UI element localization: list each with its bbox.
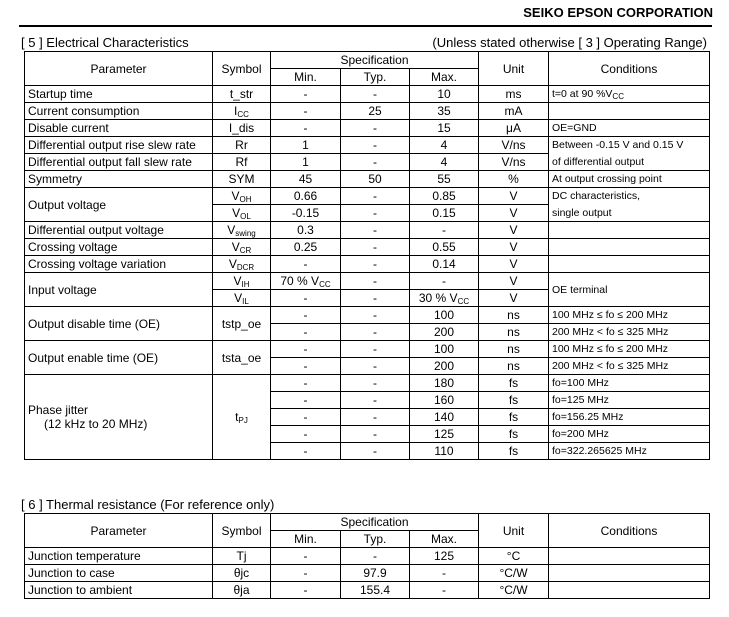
header-typ: Typ. [341, 531, 410, 548]
header-specification: Specification [271, 52, 479, 69]
typ: - [341, 358, 410, 375]
section5-title: [ 5 ] Electrical Characteristics [21, 35, 189, 50]
condition: OE terminal [549, 273, 710, 307]
min: - [271, 103, 341, 120]
symbol: Rr [213, 137, 271, 154]
electrical-characteristics-table [24, 51, 710, 460]
symbol: Rf [213, 154, 271, 171]
symbol: $I_{CC}$ [213, 103, 271, 120]
max: - [410, 582, 479, 599]
min: 70 % $V_{CC}$ [271, 273, 341, 290]
min: 45 [271, 171, 341, 188]
min: - [271, 409, 341, 426]
max: - [410, 565, 479, 582]
condition: fo=100 MHz [549, 375, 710, 392]
table-row [25, 375, 710, 392]
param: Symmetry [25, 171, 213, 188]
condition [549, 222, 710, 239]
min: - [271, 565, 341, 582]
unit: mA [479, 103, 549, 120]
unit: fs [479, 375, 549, 392]
table-row [25, 120, 710, 137]
typ: - [341, 205, 410, 222]
header-conditions: Conditions [549, 52, 710, 86]
min: - [271, 582, 341, 599]
unit: °C [479, 548, 549, 565]
condition [549, 239, 710, 256]
symbol: $t_{PJ}$ [213, 375, 271, 460]
header-parameter: Parameter [25, 52, 213, 86]
typ: - [341, 341, 410, 358]
table-row [25, 137, 710, 154]
header-specification: Specification [271, 514, 479, 531]
unit: fs [479, 426, 549, 443]
typ: - [341, 426, 410, 443]
param: Output disable time (OE) [25, 307, 213, 341]
symbol: θja [213, 582, 271, 599]
symbol: tstp_oe [213, 307, 271, 341]
min: - [271, 341, 341, 358]
table-row [25, 171, 710, 188]
max: 110 [410, 443, 479, 460]
unit: V [479, 239, 549, 256]
header-symbol: Symbol [213, 514, 271, 548]
table-row [25, 188, 710, 205]
param: Current consumption [25, 103, 213, 120]
company-name: SEIKO EPSON CORPORATION [523, 5, 713, 20]
condition [549, 565, 710, 582]
max: 200 [410, 358, 479, 375]
table-row [25, 582, 710, 599]
typ: - [341, 392, 410, 409]
typ: - [341, 375, 410, 392]
param: Junction to case [25, 565, 213, 582]
typ: - [341, 443, 410, 460]
param-line: (12 kHz to 20 MHz) [44, 417, 148, 431]
max: 4 [410, 154, 479, 171]
typ: 155.4 [341, 582, 410, 599]
symbol: $V_{swing}$ [213, 222, 271, 239]
unit: ns [479, 358, 549, 375]
condition: fo=125 MHz [549, 392, 710, 409]
condition: t=0 at 90 $\%V_{CC}$ [549, 86, 710, 103]
param: Junction to ambient [25, 582, 213, 599]
unit: V [479, 256, 549, 273]
condition: fo=322.265625 MHz [549, 443, 710, 460]
param-line: Phase jitter [28, 403, 89, 417]
header-min: Min. [271, 69, 341, 86]
condition: fo=200 MHz [549, 426, 710, 443]
max: 55 [410, 171, 479, 188]
condition [549, 548, 710, 565]
min: - [271, 290, 341, 307]
max: 180 [410, 375, 479, 392]
typ: - [341, 188, 410, 205]
min: - [271, 392, 341, 409]
unit: ns [479, 307, 549, 324]
max: - [410, 222, 479, 239]
min: 1 [271, 154, 341, 171]
max: 100 [410, 341, 479, 358]
max: 100 [410, 307, 479, 324]
table-row [25, 222, 710, 239]
unit: V/ns [479, 154, 549, 171]
max: - [410, 273, 479, 290]
max: 0.55 [410, 239, 479, 256]
header-unit: Unit [479, 52, 549, 86]
symbol: $V_{OL}$ [213, 205, 271, 222]
section5-note: (Unless stated otherwise [ 3 ] Operating Range) [432, 35, 707, 50]
table-row [25, 103, 710, 120]
thermal-resistance-table [24, 513, 710, 599]
typ: - [341, 137, 410, 154]
unit: fs [479, 443, 549, 460]
table-row [25, 307, 710, 324]
max: 200 [410, 324, 479, 341]
unit: V/ns [479, 137, 549, 154]
min: - [271, 443, 341, 460]
header-typ: Typ. [341, 69, 410, 86]
typ: - [341, 324, 410, 341]
typ: - [341, 273, 410, 290]
param: Crossing voltage [25, 239, 213, 256]
typ: - [341, 86, 410, 103]
min: - [271, 358, 341, 375]
min: - [271, 548, 341, 565]
unit: % [479, 171, 549, 188]
symbol: $V_{IH}$ [213, 273, 271, 290]
unit: °C/W [479, 565, 549, 582]
min: - [271, 256, 341, 273]
condition: At output crossing point [549, 171, 710, 188]
typ: - [341, 120, 410, 137]
typ: - [341, 222, 410, 239]
min: 0.3 [271, 222, 341, 239]
header-max: Max. [410, 69, 479, 86]
table-row [25, 256, 710, 273]
max: 140 [410, 409, 479, 426]
max: 125 [410, 548, 479, 565]
unit: V [479, 222, 549, 239]
param: Differential output fall slew rate [25, 154, 213, 171]
max: 15 [410, 120, 479, 137]
typ: - [341, 307, 410, 324]
condition: single output [549, 205, 710, 222]
param: Output enable time (OE) [25, 341, 213, 375]
typ: 25 [341, 103, 410, 120]
max: 10 [410, 86, 479, 103]
param: Junction temperature [25, 548, 213, 565]
param: Output voltage [25, 188, 213, 222]
max: 30 % $V_{CC}$ [410, 290, 479, 307]
condition: Between -0.15 V and 0.15 V [549, 137, 710, 154]
typ: 97.9 [341, 565, 410, 582]
max: 0.15 [410, 205, 479, 222]
typ: - [341, 239, 410, 256]
param: Startup time [25, 86, 213, 103]
unit: °C/W [479, 582, 549, 599]
condition: DC characteristics, [549, 188, 710, 205]
unit: μA [479, 120, 549, 137]
symbol: SYM [213, 171, 271, 188]
symbol: $V_{IL}$ [213, 290, 271, 307]
table-row [25, 154, 710, 171]
table-row [25, 239, 710, 256]
symbol: I_dis [213, 120, 271, 137]
unit: V [479, 273, 549, 290]
table-row [25, 565, 710, 582]
symbol: $V_{OH}$ [213, 188, 271, 205]
param [25, 375, 213, 460]
unit: ns [479, 341, 549, 358]
condition [549, 582, 710, 599]
max: 0.14 [410, 256, 479, 273]
min: 0.66 [271, 188, 341, 205]
param: Disable current [25, 120, 213, 137]
header-min: Min. [271, 531, 341, 548]
condition [549, 103, 710, 120]
condition: of differential output [549, 154, 710, 171]
table-row [25, 86, 710, 103]
typ: - [341, 548, 410, 565]
header-rule [19, 25, 712, 27]
max: 35 [410, 103, 479, 120]
table-row [25, 548, 710, 565]
max: 125 [410, 426, 479, 443]
unit: V [479, 188, 549, 205]
unit: V [479, 205, 549, 222]
min: - [271, 86, 341, 103]
min: 1 [271, 137, 341, 154]
typ: - [341, 409, 410, 426]
symbol: Tj [213, 548, 271, 565]
typ: 50 [341, 171, 410, 188]
unit: ns [479, 324, 549, 341]
min: - [271, 324, 341, 341]
condition [549, 256, 710, 273]
header-parameter: Parameter [25, 514, 213, 548]
max: 0.85 [410, 188, 479, 205]
min: - [271, 426, 341, 443]
condition: fo=156.25 MHz [549, 409, 710, 426]
symbol: $V_{CR}$ [213, 239, 271, 256]
unit: V [479, 290, 549, 307]
max: 4 [410, 137, 479, 154]
section6-title: [ 6 ] Thermal resistance (For reference only) [21, 497, 275, 512]
header-symbol: Symbol [213, 52, 271, 86]
min: 0.25 [271, 239, 341, 256]
param: Crossing voltage variation [25, 256, 213, 273]
max: 160 [410, 392, 479, 409]
table-row [25, 273, 710, 290]
condition: 200 MHz < fo ≤ 325 MHz [549, 358, 710, 375]
param: Differential output voltage [25, 222, 213, 239]
min: -0.15 [271, 205, 341, 222]
condition: OE=GND [549, 120, 710, 137]
unit: fs [479, 392, 549, 409]
symbol: θjc [213, 565, 271, 582]
header-max: Max. [410, 531, 479, 548]
typ: - [341, 154, 410, 171]
param: Differential output rise slew rate [25, 137, 213, 154]
condition: 100 MHz ≤ fo ≤ 200 MHz [549, 341, 710, 358]
condition: 100 MHz ≤ fo ≤ 200 MHz [549, 307, 710, 324]
symbol: tsta_oe [213, 341, 271, 375]
symbol: t_str [213, 86, 271, 103]
symbol: $V_{DCR}$ [213, 256, 271, 273]
min: - [271, 307, 341, 324]
table-row [25, 341, 710, 358]
min: - [271, 375, 341, 392]
unit: fs [479, 409, 549, 426]
condition: 200 MHz < fo ≤ 325 MHz [549, 324, 710, 341]
min: - [271, 120, 341, 137]
typ: - [341, 290, 410, 307]
header-conditions: Conditions [549, 514, 710, 548]
typ: - [341, 256, 410, 273]
unit: ms [479, 86, 549, 103]
param: Input voltage [25, 273, 213, 307]
header-unit: Unit [479, 514, 549, 548]
